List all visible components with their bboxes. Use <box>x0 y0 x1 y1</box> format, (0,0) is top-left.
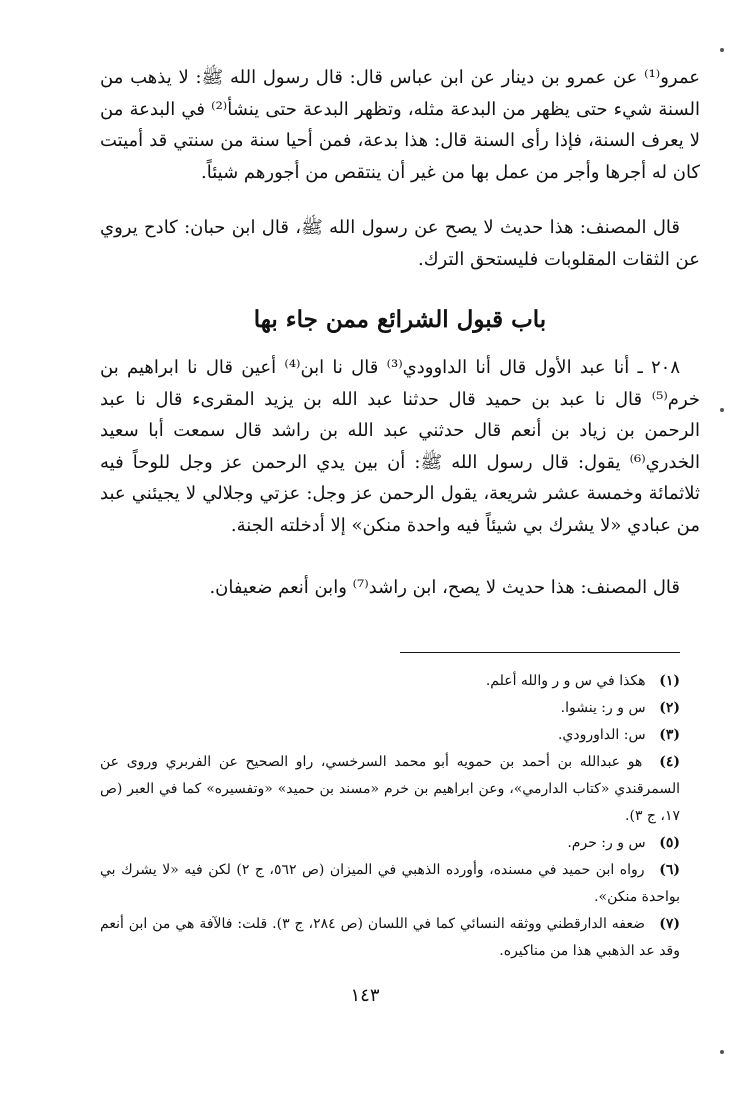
paragraph-text: عمرو⁽¹⁾ عن عمرو بن دينار عن ابن عباس قال: قال رسول الله ﷺ: لا يذهب من السنة شيء حتى يظهر من البدعة مثله، وتظهر البدعة حتى ينشأ⁽²⁾ في البدعة من لا يعرف السنة، فإذا رأى السنة قال: هذا بدعة، فمن أحيا سنة من سنتي قد أميتت كان له أجرها وأجر من عمل بها من غير أن ينتقص من أجورهم شيئاً. <box>100 67 701 183</box>
footnote-5 <box>100 830 680 857</box>
paragraph-hadith-208 <box>100 352 700 541</box>
footnote-6 <box>100 857 680 911</box>
footnote-number: (٢) <box>659 700 680 716</box>
footnote-1 <box>100 668 680 695</box>
footnote-7 <box>100 911 680 965</box>
footnote-text: س و ر: ينشوا. <box>560 700 646 716</box>
footnote-number: (٣) <box>659 727 680 743</box>
page-number: ١٤٣ <box>350 985 380 1006</box>
footnotes-section <box>100 668 680 965</box>
footnote-text: س: الداورودي. <box>557 727 646 743</box>
footnote-text: هو عبدالله بن أحمد بن حمويه أبو محمد السرخسي، راو الصحيح عن الفربري وروى عن السمرقندي «كتاب الدارمي»، وعن ابراهيم بن خرم «مسند بن حميد» «وتفسيره» كما في العبر (ص ١٧، ج ٣). <box>100 754 680 824</box>
footnote-3 <box>100 722 680 749</box>
footnote-text: ضعفه الدارقطني ووثقه النسائي كما في اللسان (ص ٢٨٤، ج ٣). قلت: فالآفة هي من ابن أنعم وقد عد الذهبي هذا من مناكيره. <box>100 916 680 959</box>
footnote-text: رواه ابن حميد في مسنده، وأورده الذهبي في الميزان (ص ٥٦٢، ج ٢) لكن فيه «لا يشرك بي بواحدة منكن». <box>100 862 680 905</box>
paragraph-hadith-continuation <box>100 62 700 188</box>
footnote-number: (٥) <box>659 835 680 851</box>
footnote-number: (٤) <box>659 754 681 770</box>
footnote-divider <box>400 652 680 653</box>
footnote-text: هكذا في س و ر والله أعلم. <box>485 673 646 689</box>
footnote-number: (١) <box>659 673 680 689</box>
scan-mark <box>720 408 724 412</box>
footnote-number: (٦) <box>659 862 680 878</box>
chapter-heading: باب قبول الشرائع ممن جاء بها <box>253 306 547 333</box>
footnote-number: (٧) <box>659 916 680 932</box>
footnote-text: س و ر: حرم. <box>567 835 646 851</box>
paragraph-text: قال المصنف: هذا حديث لا يصح، ابن راشد⁽⁷⁾ وابن أنعم ضعيفان. <box>209 577 680 598</box>
footnote-2 <box>100 695 680 722</box>
scan-mark <box>720 48 724 52</box>
footnote-4 <box>100 749 680 830</box>
paragraph-author-comment-2 <box>100 572 700 604</box>
paragraph-author-comment-1 <box>100 212 700 275</box>
scan-mark <box>720 1050 724 1054</box>
paragraph-text: ٢٠٨ ـ أنا عبد الأول قال أنا الداوودي⁽³⁾ قال نا ابن⁽⁴⁾ أعين قال نا ابراهيم بن خرم⁽⁵⁾ قال نا عبد بن حميد قال حدثنا عبد الله بن يزيد المقرىء قال نا عبد الرحمن بن زياد بن أنعم قال حدثني عبد الله بن راشد قال سمعت أبا سعيد الخدري⁽⁶⁾ يقول: قال رسول الله ﷺ: أن بين يدي الرحمن عز وجل للوحاً فيه ثلاثمائة وخمسة عشر شريعة، يقول الرحمن عز وجل: عزتي وجلالي لا يجيئني عبد من عبادي «لا يشرك بي شيئاً فيه واحدة منكن» إلا أدخلته الجنة. <box>100 357 700 536</box>
paragraph-text: قال المصنف: هذا حديث لا يصح عن رسول الله ﷺ، قال ابن حبان: كادح يروي عن الثقات المقلوبات فليستحق الترك. <box>100 217 700 270</box>
